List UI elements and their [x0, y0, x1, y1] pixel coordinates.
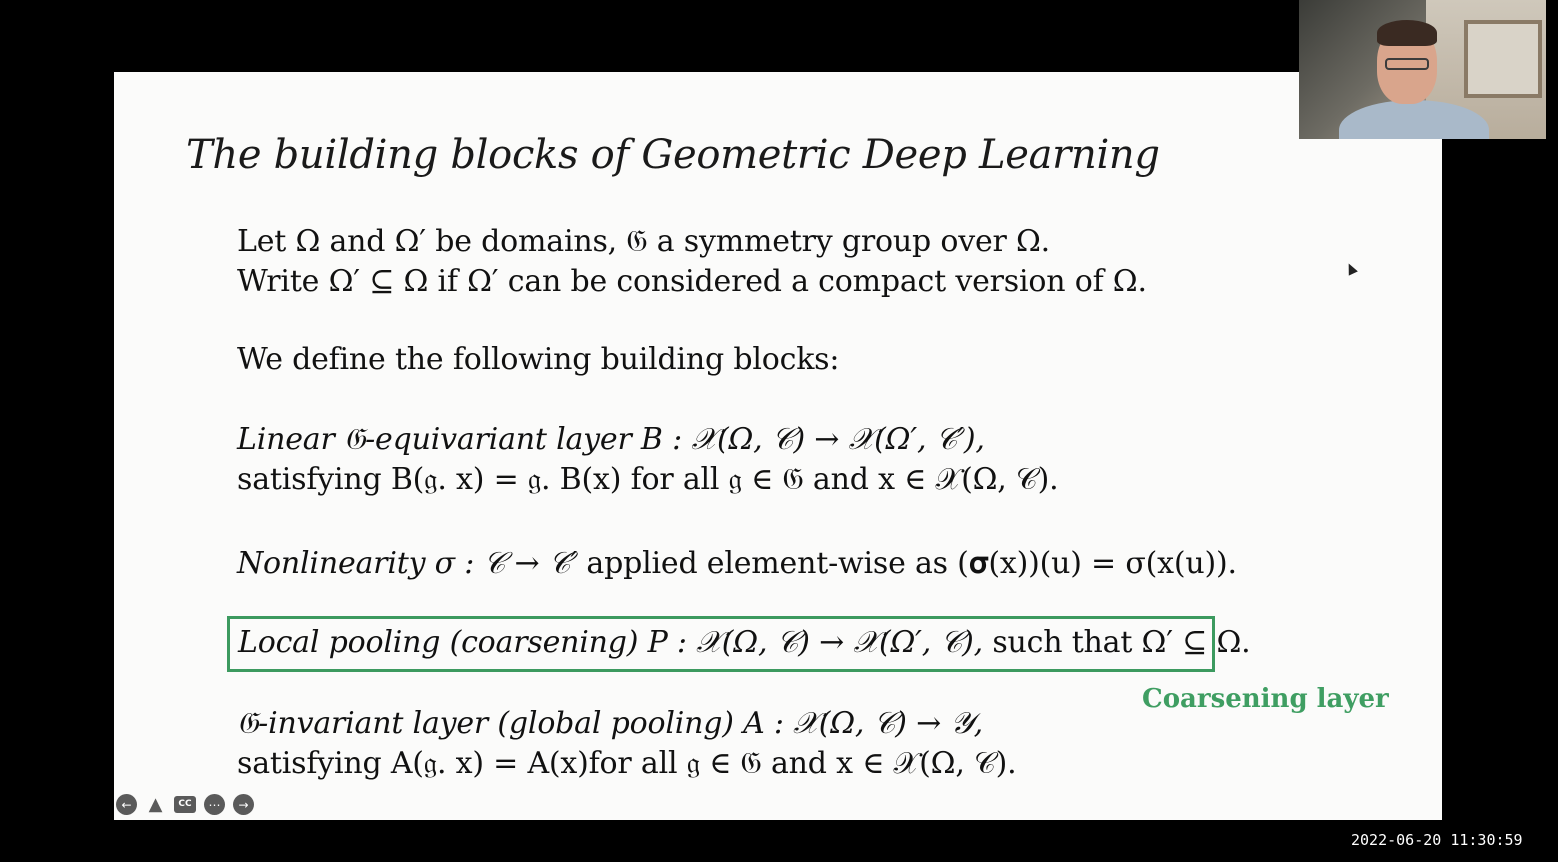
- slide-controls: [116, 794, 254, 815]
- linear-layer-definition: Linear 𝔊-equivariant layer B : 𝒳(Ω, 𝒞) → 𝒳(Ω′, 𝒞′),: [237, 422, 985, 457]
- pointer-icon[interactable]: ▲: [148, 793, 163, 815]
- linear-layer-condition: satisfying B(𝔤. x) = 𝔤. B(x) for all 𝔤 ∈ 𝔊 and x ∈ 𝒳(Ω, 𝒞).: [237, 462, 1059, 497]
- invariant-layer-condition: satisfying A(𝔤. x) = A(x)for all 𝔤 ∈ 𝔊 and x ∈ 𝒳(Ω, 𝒞).: [237, 746, 1017, 781]
- glasses: [1385, 58, 1429, 70]
- invariant-layer-definition: 𝔊-invariant layer (global pooling) A : 𝒳(Ω, 𝒞) → 𝒴,: [237, 706, 984, 741]
- closed-captions-icon[interactable]: CC: [174, 796, 196, 813]
- wall-picture: [1464, 20, 1542, 98]
- define-line: We define the following building blocks:: [237, 342, 840, 377]
- pooling-definition: [238, 625, 1250, 660]
- more-icon[interactable]: ⋯: [204, 794, 225, 815]
- presentation-slide: [114, 72, 1442, 820]
- intro-line-2: Write Ω′ ⊆ Ω if Ω′ can be considered a compact version of Ω.: [237, 264, 1147, 299]
- arrow-right-icon[interactable]: →: [233, 794, 254, 815]
- slide-title: The building blocks of Geometric Deep Learning: [186, 132, 1160, 178]
- webcam-video: [1299, 0, 1546, 139]
- intro-line-1: Let Ω and Ω′ be domains, 𝔊 a symmetry group over Ω.: [237, 224, 1051, 259]
- nonlinearity-text: applied element-wise as (𝛔(x))(u) = σ(x(u)).: [577, 546, 1237, 581]
- nonlinearity-name: Nonlinearity σ : 𝒞 → 𝒞′: [237, 546, 578, 581]
- pooling-highlight-box: [227, 616, 1251, 672]
- coarsening-layer-label: Coarsening layer: [1142, 684, 1389, 714]
- timestamp: 2022-06-20 11:30:59: [1351, 831, 1523, 849]
- pooling-name: Local pooling (coarsening) P : 𝒳(Ω, 𝒞) → 𝒳(Ω′, 𝒞),: [238, 625, 983, 660]
- pooling-text: such that Ω′ ⊆ Ω.: [982, 625, 1251, 660]
- arrow-left-icon[interactable]: ←: [116, 794, 137, 815]
- nonlinearity-definition: [237, 546, 1237, 581]
